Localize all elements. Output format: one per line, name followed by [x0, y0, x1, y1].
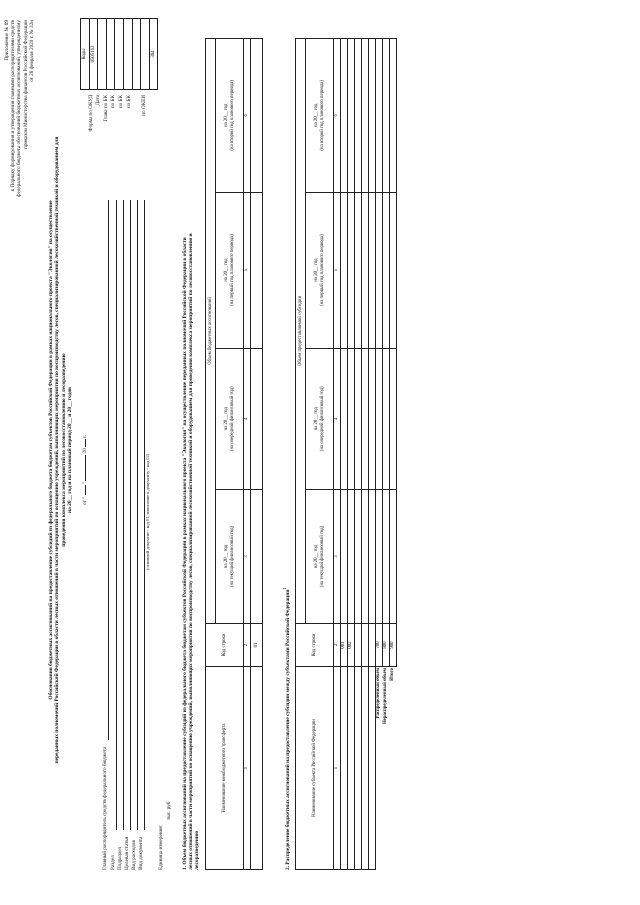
code-glava — [106, 19, 115, 90]
s1-col6: на 20__ год (на второй год планового периода) — [216, 39, 244, 193]
table-row — [355, 39, 362, 870]
field-podrazdel: Подраздел — [117, 846, 123, 870]
s1-group-header: Объем бюджетных ассигнований — [206, 39, 216, 624]
field-gr-line — [108, 200, 109, 740]
table-row: 001 — [341, 39, 348, 870]
field-razdel: Раздел — [110, 855, 116, 870]
code-label-empty — [133, 95, 141, 185]
field-razdel-line — [116, 200, 117, 830]
code-bk1 — [115, 19, 124, 90]
code-label-glava: Глава по БК — [102, 95, 109, 122]
section2-table — [295, 38, 397, 870]
s2-num-row: 1 2 3 4 5 6 — [334, 39, 341, 870]
codes-labels — [80, 95, 148, 185]
date-line: от " " 20 г. — [82, 434, 88, 505]
appendix-line2: федерального бюджета обоснований бюджетных ассигнований, утвержденному — [16, 20, 23, 197]
field-podrazdel-line — [123, 200, 124, 830]
s2-col4: на 20__ год (на очередной финансовый год) — [306, 348, 334, 489]
field-vr: Вид расходов — [131, 840, 137, 870]
code-label-bk1: по БК — [110, 95, 117, 109]
code-empty — [141, 19, 150, 90]
code-bk3 — [132, 19, 141, 90]
appendix-line4: от 28 февраля 2020 г. № 32н — [28, 20, 35, 82]
table-row — [251, 39, 263, 870]
unit-label: Единица измерения: — [158, 824, 164, 870]
code-bk2 — [123, 19, 132, 90]
s1-row-code: 01 — [251, 624, 263, 667]
code-date — [98, 19, 107, 90]
codes-table — [80, 18, 158, 90]
code-label-bk2: по БК — [117, 95, 124, 109]
title-line4: на 20__ год и на плановый период 20__ и 20__ годов — [67, 387, 74, 513]
s1-col3: на 20__ год (на текущий финансовый год) — [216, 489, 244, 623]
total-row-undistributed: Нераспределенный объем 800 — [383, 39, 390, 870]
s2-col3: на 20__ год (на текущий финансовый год) — [306, 489, 334, 623]
field-csr: Целевая статья — [124, 836, 130, 870]
field-vid-doc-hint: (основной документ - код 01, изменение к документу - код 02) — [145, 453, 150, 570]
field-gr: Главный распорядитель средств федерального бюджета — [102, 746, 108, 870]
title-line2: переданных полномочий Российской Федерации в области лесных отношений в части мероприятий по оснащению учреждений, выполняющих мероприятия по воспроизводству лесов, специализированной лесохозяйственной техникой и оборудованием для — [54, 136, 61, 764]
code-label-okud: Форма по ОКУД — [87, 95, 94, 132]
code-label-date: Дата — [95, 95, 102, 106]
field-vid-doc: Вид документа — [138, 836, 144, 870]
title-line3: проведения комплекса мероприятий по лесовосстановлению и лесоразведению — [60, 353, 67, 547]
table-row: 002 — [348, 39, 355, 870]
total-row-itogo: Итого 900 — [390, 39, 397, 870]
code-okei: 384 — [149, 19, 158, 90]
s1-num-row: 1 2 3 4 5 6 — [244, 39, 251, 870]
section1-title2: лесных отношений в части мероприятий по оснащению учреждений, выполняющих мероприятия по воспроизводству лесов, специализированной лесохозяйственной техникой и оборудованием для проведения комплекса мероприятий по лесовосстановлению и — [188, 233, 194, 870]
appendix-number: Приложение № 89 — [4, 20, 10, 61]
field-vr-line — [137, 200, 138, 830]
section1-title: 1. Объем бюджетных ассигнований на предоставление субсидий из федерального бюджета бюджетам субъектов Российской Федерации в рамках национального проекта "Экология" на осуществление переданных полномочий Российской Федерации в области — [182, 237, 188, 870]
section1-title3: лесоразведению — [194, 830, 200, 870]
codes-header: Коды — [81, 19, 90, 90]
s2-col6: на 20__ год (на второй год планового периода) — [306, 39, 334, 193]
s2-col5: на 20__ год (на первый год планового периода) — [306, 192, 334, 348]
document-title — [48, 20, 74, 880]
s1-col4: на 20__ год (на очередной финансовый год) — [216, 348, 244, 489]
appendix-header — [4, 20, 35, 340]
table-row — [362, 39, 369, 870]
title-line1: Обоснования бюджетных ассигнований на предоставление субсидий из федерального бюджета бюджетам субъектов Российской Федерации в рамках национального проекта "Экология" на осуществление — [48, 200, 54, 700]
section1-table — [205, 38, 263, 870]
field-csr-line — [130, 200, 131, 830]
total-row-distributed: Распределенный объем 700 — [376, 39, 383, 870]
code-label-okei: по ОКЕИ — [140, 95, 147, 116]
code-okud: 0505163 — [89, 19, 98, 90]
appendix-line1: к Порядку формирования и утверждения главными распорядителями средств — [10, 20, 17, 192]
code-label-bk3: по БК — [125, 95, 132, 109]
s2-col-code: Код строки — [296, 624, 334, 667]
s1-col-code: Код строки — [206, 624, 244, 667]
s1-col-name: Наименование межбюджетного трансферта — [206, 667, 244, 870]
s1-col5: на 20__ год (на первый год планового периода) — [216, 192, 244, 348]
unit-value: тыс. руб — [166, 801, 172, 820]
s2-group-header: Объем предоставляемой субсидии — [296, 39, 306, 624]
appendix-line3: приказом Министерства финансов Российской Федерации — [22, 20, 29, 149]
table-row — [369, 39, 376, 870]
section2-title: 2. Распределение бюджетных ассигнований на предоставление субсидии между субъектами Российской Федерации$^1$ — [283, 587, 291, 870]
s2-col-name: Наименование субъекта Российской Федерации — [296, 667, 334, 870]
